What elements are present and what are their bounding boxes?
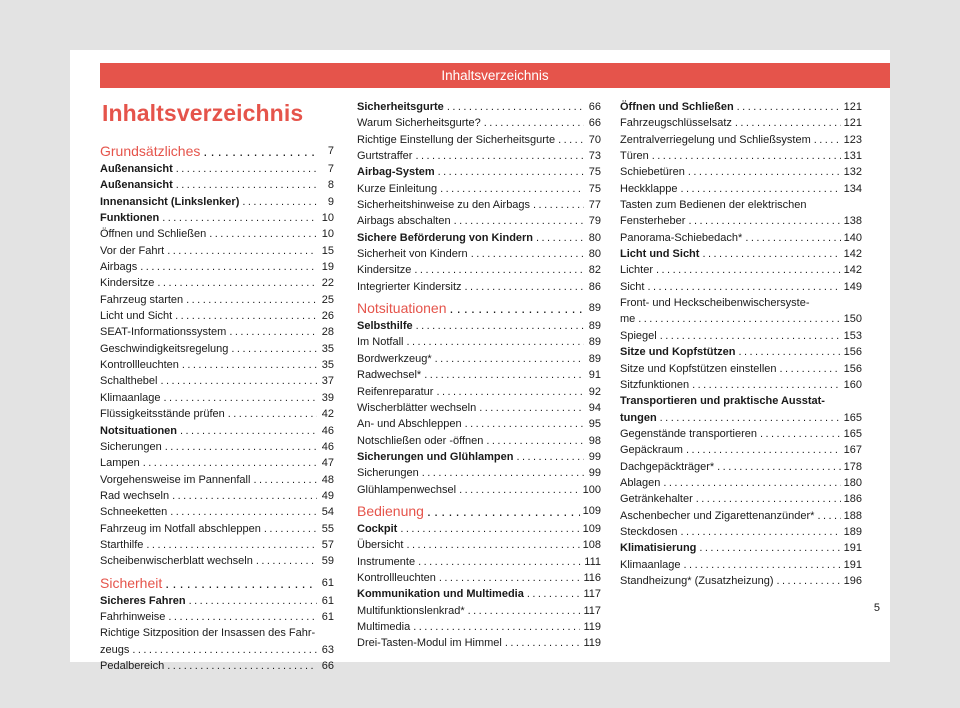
toc-entry[interactable]: Fahrzeug im Notfall abschleppen . . . 55 (100, 521, 334, 537)
toc-entry[interactable]: Fahrzeug starten . . . 25 (100, 292, 334, 308)
toc-entry[interactable]: zeugs . . . 63 (100, 642, 334, 658)
toc-entry[interactable]: Aschenbecher und Zigarettenanzünder* . . . 188 (620, 508, 862, 524)
toc-entry[interactable]: Airbags . . . 19 (100, 259, 334, 275)
toc-entry[interactable]: Sitzfunktionen . . . 160 (620, 377, 862, 393)
toc-section[interactable]: Bedienung . . . 109 (357, 501, 601, 521)
toc-entry-line1[interactable]: Richtige Sitzposition der Insassen des Fahr- (100, 627, 316, 640)
toc-chapter[interactable]: Klimatisierung . . . 191 (620, 540, 862, 556)
toc-entry[interactable]: Radwechsel* . . . 91 (357, 367, 601, 383)
toc-entry[interactable]: Schneeketten . . . 54 (100, 504, 334, 520)
toc-entry[interactable]: Instrumente . . . 111 (357, 554, 601, 570)
toc-entry[interactable]: Heckklappe . . . 134 (620, 181, 862, 197)
toc-entry[interactable]: Übersicht . . . 108 (357, 537, 601, 553)
toc-entry[interactable]: Sicherungen . . . 46 (100, 439, 334, 455)
toc-entry[interactable]: Sitze und Kopfstützen einstellen . . . 156 (620, 361, 862, 377)
toc-entry[interactable]: Pedalbereich . . . 66 (100, 658, 334, 674)
toc-entry[interactable]: Ablagen . . . 180 (620, 475, 862, 491)
toc-entry[interactable]: Notschließen oder -öffnen . . . 98 (357, 433, 601, 449)
toc-section[interactable]: Grundsätzliches . . . 7 (100, 141, 334, 161)
document-page (70, 50, 890, 672)
toc-entry[interactable]: An- und Abschleppen . . . 95 (357, 416, 601, 432)
toc-chapter[interactable]: Kommunikation und Multimedia . . . 117 (357, 586, 601, 602)
toc-entry[interactable]: Klimaanlage . . . 191 (620, 557, 862, 573)
toc-chapter[interactable]: Airbag-System . . . 75 (357, 164, 601, 180)
toc-entry[interactable]: Standheizung* (Zusatzheizung) . . . 196 (620, 573, 862, 589)
toc-entry[interactable]: Scheibenwischerblatt wechseln . . . 59 (100, 553, 334, 569)
toc-entry[interactable]: Kurze Einleitung . . . 75 (357, 181, 601, 197)
toc-entry[interactable]: Sicherheit von Kindern . . . 80 (357, 246, 601, 262)
toc-entry[interactable]: Glühlampenwechsel . . . 100 (357, 482, 601, 498)
toc-column-3 (620, 99, 862, 589)
toc-chapter[interactable]: Öffnen und Schließen . . . 121 (620, 99, 862, 115)
toc-entry[interactable]: Integrierter Kindersitz . . . 86 (357, 279, 601, 295)
toc-entry[interactable]: Dachgepäckträger* . . . 178 (620, 459, 862, 475)
toc-entry[interactable]: Zentralverriegelung und Schließsystem . . . 123 (620, 132, 862, 148)
toc-chapter[interactable]: Sicherheitsgurte . . . 66 (357, 99, 601, 115)
toc-entry[interactable]: Kontrollleuchten . . . 116 (357, 570, 601, 586)
toc-chapter[interactable]: Licht und Sicht . . . 142 (620, 246, 862, 262)
toc-chapter[interactable]: Sicheres Fahren . . . 61 (100, 593, 334, 609)
toc-entry[interactable]: Gegenstände transportieren . . . 165 (620, 426, 862, 442)
toc-entry[interactable]: Reifenreparatur . . . 92 (357, 384, 601, 400)
toc-entry[interactable]: Starthilfe . . . 57 (100, 537, 334, 553)
toc-entry[interactable]: Steckdosen . . . 189 (620, 524, 862, 540)
toc-entry[interactable]: Flüssigkeitsstände prüfen . . . 42 (100, 406, 334, 422)
toc-entry[interactable]: Vorgehensweise im Pannenfall . . . 48 (100, 472, 334, 488)
toc-entry-line1[interactable]: Tasten zum Bedienen der elektrischen (620, 199, 807, 212)
toc-section[interactable]: Sicherheit . . . 61 (100, 573, 334, 593)
toc-entry[interactable]: Gurtstraffer . . . 73 (357, 148, 601, 164)
toc-entry[interactable]: Spiegel . . . 153 (620, 328, 862, 344)
toc-chapter[interactable]: Sichere Beförderung von Kindern . . . 80 (357, 230, 601, 246)
toc-entry[interactable]: Bordwerkzeug* . . . 89 (357, 351, 601, 367)
page-number: 5 (873, 602, 880, 614)
toc-column-2 (357, 99, 601, 652)
toc-chapter[interactable]: Sicherungen und Glühlampen . . . 99 (357, 449, 601, 465)
header-title: Inhaltsverzeichnis (441, 68, 549, 83)
toc-entry[interactable]: Multifunktionslenkrad* . . . 117 (357, 603, 601, 619)
toc-entry[interactable]: Schalthebel . . . 37 (100, 373, 334, 389)
toc-entry[interactable]: Licht und Sicht . . . 26 (100, 308, 334, 324)
toc-entry[interactable]: Vor der Fahrt . . . 15 (100, 243, 334, 259)
toc-entry[interactable]: Fensterheber . . . 138 (620, 213, 862, 229)
toc-entry[interactable]: Sicherheitshinweise zu den Airbags . . . 77 (357, 197, 601, 213)
page-title: Inhaltsverzeichnis (102, 100, 304, 126)
toc-entry[interactable]: Kindersitze . . . 82 (357, 262, 601, 278)
toc-entry[interactable]: Im Notfall . . . 89 (357, 334, 601, 350)
toc-chapter-line1[interactable]: Transportieren und praktische Ausstat- (620, 395, 825, 408)
toc-entry-line1[interactable]: Front- und Heckscheibenwischersyste- (620, 297, 810, 310)
toc-entry[interactable]: Fahrzeugschlüsselsatz . . . 121 (620, 115, 862, 131)
toc-entry[interactable]: Multimedia . . . 119 (357, 619, 601, 635)
toc-chapter[interactable]: Sitze und Kopfstützen . . . 156 (620, 344, 862, 360)
toc-entry[interactable]: Wischerblätter wechseln . . . 94 (357, 400, 601, 416)
toc-entry[interactable]: Sicherungen . . . 99 (357, 465, 601, 481)
toc-entry[interactable]: Lampen . . . 47 (100, 455, 334, 471)
toc-entry[interactable]: Rad wechseln . . . 49 (100, 488, 334, 504)
toc-chapter[interactable]: Innenansicht (Linkslenker) . . . 9 (100, 194, 334, 210)
toc-entry[interactable]: Sicht . . . 149 (620, 279, 862, 295)
toc-entry[interactable]: Schiebetüren . . . 132 (620, 164, 862, 180)
toc-entry[interactable]: Kontrollleuchten . . . 35 (100, 357, 334, 373)
toc-column-1 (100, 138, 334, 674)
toc-chapter[interactable]: Cockpit . . . 109 (357, 521, 601, 537)
toc-entry[interactable]: Klimaanlage . . . 39 (100, 390, 334, 406)
toc-chapter[interactable]: Außenansicht . . . 8 (100, 177, 334, 193)
toc-chapter[interactable]: Notsituationen . . . 46 (100, 423, 334, 439)
toc-entry[interactable]: Drei-Tasten-Modul im Himmel . . . 119 (357, 635, 601, 651)
toc-chapter[interactable]: tungen . . . 165 (620, 410, 862, 426)
toc-entry[interactable]: Lichter . . . 142 (620, 262, 862, 278)
toc-entry[interactable]: Gepäckraum . . . 167 (620, 442, 862, 458)
toc-chapter[interactable]: Außenansicht . . . 7 (100, 161, 334, 177)
toc-entry[interactable]: Panorama-Schiebedach* . . . 140 (620, 230, 862, 246)
toc-entry[interactable]: Getränkehalter . . . 186 (620, 491, 862, 507)
toc-entry[interactable]: Geschwindigkeitsregelung . . . 35 (100, 341, 334, 357)
toc-entry[interactable]: Warum Sicherheitsgurte? . . . 66 (357, 115, 601, 131)
toc-chapter[interactable]: Selbsthilfe . . . 89 (357, 318, 601, 334)
toc-entry[interactable]: Richtige Einstellung der Sicherheitsgurte . . . 70 (357, 132, 601, 148)
toc-entry[interactable]: Türen . . . 131 (620, 148, 862, 164)
toc-section[interactable]: Notsituationen . . . 89 (357, 298, 601, 318)
toc-entry[interactable]: Öffnen und Schließen . . . 10 (100, 226, 334, 242)
toc-entry[interactable]: Airbags abschalten . . . 79 (357, 213, 601, 229)
toc-entry[interactable]: Kindersitze . . . 22 (100, 275, 334, 291)
toc-entry[interactable]: me . . . 150 (620, 311, 862, 327)
header-band (100, 63, 890, 88)
toc-entry[interactable]: SEAT-Informationssystem . . . 28 (100, 324, 334, 340)
toc-chapter[interactable]: Funktionen . . . 10 (100, 210, 334, 226)
toc-entry[interactable]: Fahrhinweise . . . 61 (100, 609, 334, 625)
